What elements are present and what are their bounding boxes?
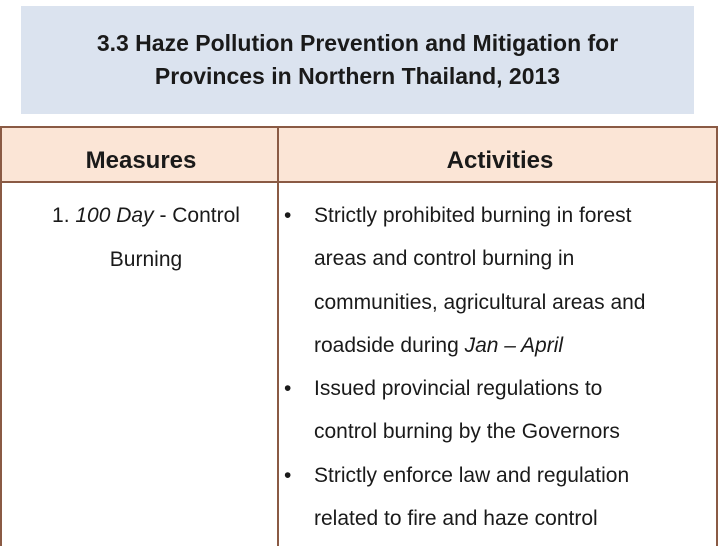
- title-line-1: 3.3 Haze Pollution Prevention and Mitigation for: [96, 30, 619, 56]
- activity-line: Issued provincial regulations to: [314, 377, 603, 401]
- activity-line: Strictly enforce law and regulation: [314, 463, 630, 487]
- table-right-border: [716, 126, 718, 546]
- header-measures: Measures: [85, 147, 197, 174]
- table-header-row: [0, 126, 718, 183]
- measure-line-1: [0, 194, 292, 238]
- slide-title: [21, 6, 694, 114]
- activity-text: roadside during: [314, 333, 465, 357]
- bullet-icon: •: [284, 204, 292, 227]
- measure-number: 1.: [52, 204, 70, 227]
- measure-italic: 100 Day: [75, 204, 154, 227]
- activities-list: [282, 194, 712, 540]
- activity-line: [314, 324, 712, 367]
- measures-activities-table: [0, 126, 720, 546]
- bullet-icon: •: [284, 463, 292, 487]
- activity-line: Strictly prohibited burning in forest: [314, 204, 632, 227]
- activity-line: control burning by the Governors: [314, 420, 620, 444]
- table-column-divider: [277, 126, 279, 546]
- title-line-2: Provinces in Northern Thailand, 2013: [154, 63, 561, 89]
- table-left-border: [0, 126, 2, 546]
- list-item: [282, 367, 712, 454]
- list-item: [282, 194, 712, 367]
- activity-line: related to fire and haze control: [314, 507, 598, 531]
- activity-line: communities, agricultural areas and: [314, 290, 646, 314]
- measure-line-2: Burning: [109, 248, 183, 271]
- list-item: [282, 454, 712, 541]
- activity-italic-text: Jan – April: [464, 333, 564, 357]
- activity-line: areas and control burning in: [314, 247, 575, 271]
- measure-rest: - Control: [159, 204, 240, 227]
- measure-cell: [0, 194, 292, 282]
- bullet-icon: •: [284, 377, 292, 401]
- header-activities: Activities: [446, 147, 554, 174]
